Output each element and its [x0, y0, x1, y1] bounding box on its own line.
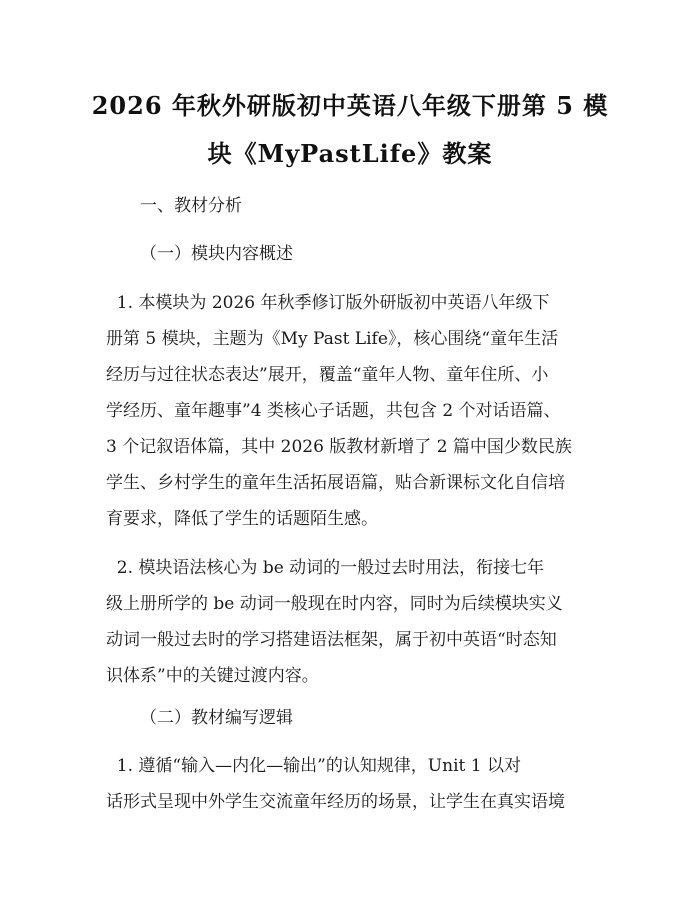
paragraph-line: 动词一般过去时的学习搭建语法框架，属于初中英语“时态知	[106, 630, 557, 650]
paragraph-line: 3 个记叙语体篇，其中 2026 版教材新增了 2 篇中国少数民族	[106, 437, 572, 457]
paragraph-line: 1. 本模块为 2026 年秋季修订版外研版初中英语八年级下	[106, 293, 550, 313]
paragraph-line: 1. 遵循“输入—内化—输出”的认知规律，Unit 1 以对	[106, 756, 521, 776]
paragraph-line: 学生、乡村学生的童年生活拓展语篇，贴合新课标文化自信培	[106, 473, 565, 493]
paragraph-line: 育要求，降低了学生的话题陌生感。	[106, 509, 378, 529]
document-title-line-2: 块《MyPastLife》教案	[207, 139, 493, 168]
paragraph-grammar-core	[106, 550, 606, 694]
section-heading-textbook-analysis: 一、教材分析	[140, 196, 242, 216]
paragraph-line: 经历与过往状态表达”展开，覆盖“童年人物、童年住所、小	[106, 365, 549, 385]
paragraph-line: 话形式呈现中外学生交流童年经历的场景，让学生在真实语境	[106, 792, 565, 812]
paragraph-line: 学经历、童年趣事”4 类核心子话题，共包含 2 个对话语篇、	[106, 401, 561, 421]
paragraph-cognitive-rule	[106, 748, 606, 820]
subsection-heading-module-overview: （一）模块内容概述	[140, 244, 293, 264]
paragraph-line: 册第 5 模块，主题为《My Past Life》，核心围绕“童年生活	[106, 329, 559, 349]
document-title-line-1: 2026 年秋外研版初中英语八年级下册第 5 模	[91, 91, 609, 120]
subsection-heading-compilation-logic: （二）教材编写逻辑	[140, 708, 293, 728]
paragraph-module-content	[106, 285, 606, 537]
paragraph-line: 级上册所学的 be 动词一般现在时内容，同时为后续模块实义	[106, 594, 563, 614]
paragraph-line: 识体系”中的关键过渡内容。	[106, 666, 319, 686]
paragraph-line: 2. 模块语法核心为 be 动词的一般过去时用法，衔接七年	[106, 558, 545, 578]
